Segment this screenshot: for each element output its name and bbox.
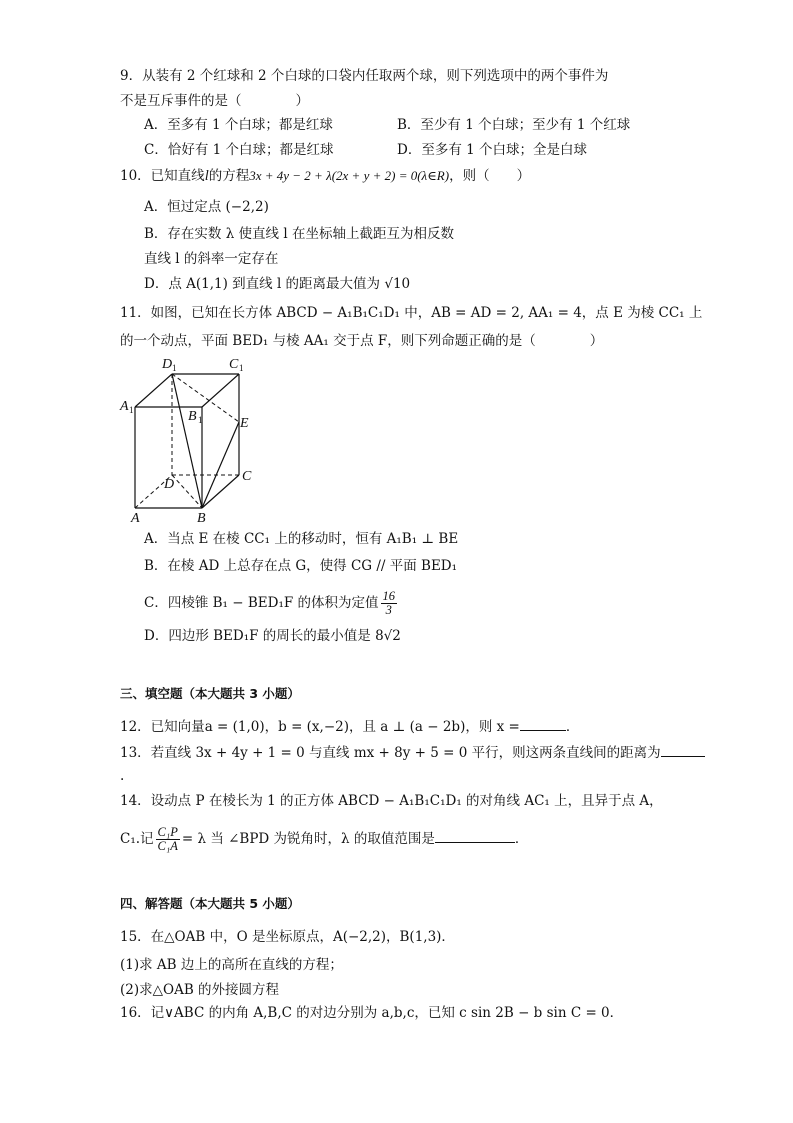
section-3-title: 三、填空题（本大题共 3 小题） [120, 686, 300, 701]
q12-text: a = (1,0)，b = (x,−2)，且 a ⊥ (a − 2b)，则 x = [204, 719, 520, 735]
q13-tail: . [120, 768, 125, 784]
label-a1: A [120, 399, 129, 414]
q10-stem-l: l [204, 168, 209, 184]
q12-prefix: 12．已知向量 [120, 719, 205, 735]
q11-option-c [144, 588, 399, 618]
lambda-numerator: C₁P [157, 825, 178, 839]
q10-option-b: B．存在实数 λ 使直线 l 在坐标轴上截距互为相反数 [144, 226, 454, 242]
label-e: E [240, 416, 249, 431]
q11-stem-line1: 11．如图，已知在长方体 ABCD − A₁B₁C₁D₁ 中，AB = AD = 2, AA₁ = 4，点 E 为棱 CC₁ 上 [120, 305, 703, 321]
volume-fraction [381, 590, 398, 617]
q14-line2-prefix: C₁.记 [120, 831, 154, 847]
label-a: A [131, 511, 140, 524]
q10-equation: 3x + 4y − 2 + λ(2x + y + 2) = 0(λ∈R) [249, 168, 450, 183]
q9-option-a: A．至多有 1 个白球；都是红球 [144, 117, 333, 133]
q11-stem-line2: 的一个动点，平面 BED₁ 与棱 AA₁ 交于点 F，则下列命题正确的是（ ） [120, 333, 604, 349]
q14-line1: 14．设动点 P 在棱长为 1 的正方体 ABCD − A₁B₁C₁D₁ 的对角线 AC₁ 上，且异于点 A， [120, 793, 663, 809]
label-d: D [164, 477, 175, 492]
label-b1-sub: 1 [198, 415, 203, 425]
q15-stem: 15．在△OAB 中，O 是坐标原点，A(−2,2)，B(1,3)． [120, 929, 455, 945]
label-b: B [197, 511, 206, 524]
q15-part1: (1)求 AB 边上的高所在直线的方程； [120, 957, 343, 973]
label-a1-sub: 1 [129, 405, 134, 415]
section-4-title: 四、解答题（本大题共 5 小题） [120, 896, 300, 911]
fraction-denominator: 3 [385, 603, 392, 617]
q13-answer-blank[interactable] [661, 742, 705, 757]
q9-option-d: D．至多有 1 个白球；全是白球 [397, 142, 587, 158]
q9-stem-line2: 不是互斥事件的是（ ） [120, 93, 309, 109]
q11-option-c-text: C．四棱锥 B₁ − BED₁F 的体积为定值 [144, 595, 379, 611]
q10-stem-prefix: 10．已知直线 [120, 168, 205, 184]
label-d1-sub: 1 [172, 363, 177, 373]
q10-option-c: 直线 l 的斜率一定存在 [144, 251, 279, 267]
q10-stem-suffix: ，则（ ） [449, 168, 531, 184]
q10-stem [120, 166, 530, 186]
q15-part2: (2)求△OAB 的外接圆方程 [120, 982, 280, 998]
q10-option-d: D．点 A(1,1) 到直线 l 的距离最大值为 √10 [144, 276, 411, 292]
q14-line2 [120, 822, 528, 856]
q12 [120, 716, 579, 737]
lambda-denominator: C₁A [157, 839, 178, 853]
label-d1: D [162, 357, 173, 372]
q12-answer-blank[interactable] [520, 716, 566, 731]
cuboid-figure [118, 352, 268, 524]
q13-text: 13．若直线 3x + 4y + 1 = 0 与直线 mx + 8y + 5 = 0 平行，则这两条直线间的距离为 [120, 745, 661, 761]
q14-line2-suffix: ． [514, 831, 529, 847]
label-c1: C [229, 357, 239, 372]
q11-option-d: D．四边形 BED₁F 的周长的最小值是 8√2 [144, 628, 401, 644]
label-b1: B [188, 409, 197, 424]
q12-suffix: ． [565, 719, 580, 735]
q9-stem-line1: 9．从装有 2 个红球和 2 个白球的口袋内任取两个球，则下列选项中的两个事件为 [120, 68, 609, 84]
q16-stem: 16．记∨ABC 的内角 A,B,C 的对边分别为 a,b,c，已知 c sin 2B − b sin C = 0． [120, 1005, 624, 1021]
q9-option-c: C．恰好有 1 个白球；都是红球 [144, 142, 334, 158]
fraction-numerator: 16 [382, 589, 396, 603]
q11-option-a: A．当点 E 在棱 CC₁ 上的移动时，恒有 A₁B₁ ⊥ BE [144, 531, 459, 547]
q14-line2-mid: = λ 当 ∠BPD 为锐角时，λ 的取值范围是 [181, 831, 435, 847]
q14-answer-blank[interactable] [435, 828, 515, 843]
q9-option-b: B．至少有 1 个白球；至少有 1 个红球 [397, 117, 631, 133]
q13 [120, 742, 705, 763]
lambda-fraction [156, 826, 180, 853]
q10-stem-mid: 的方程 [208, 168, 250, 184]
label-c: C [242, 469, 252, 484]
q10-option-a: A．恒过定点 (−2,2) [144, 199, 269, 215]
q11-option-b: B．在棱 AD 上总存在点 G，使得 CG // 平面 BED₁ [144, 558, 458, 574]
label-c1-sub: 1 [239, 363, 244, 373]
